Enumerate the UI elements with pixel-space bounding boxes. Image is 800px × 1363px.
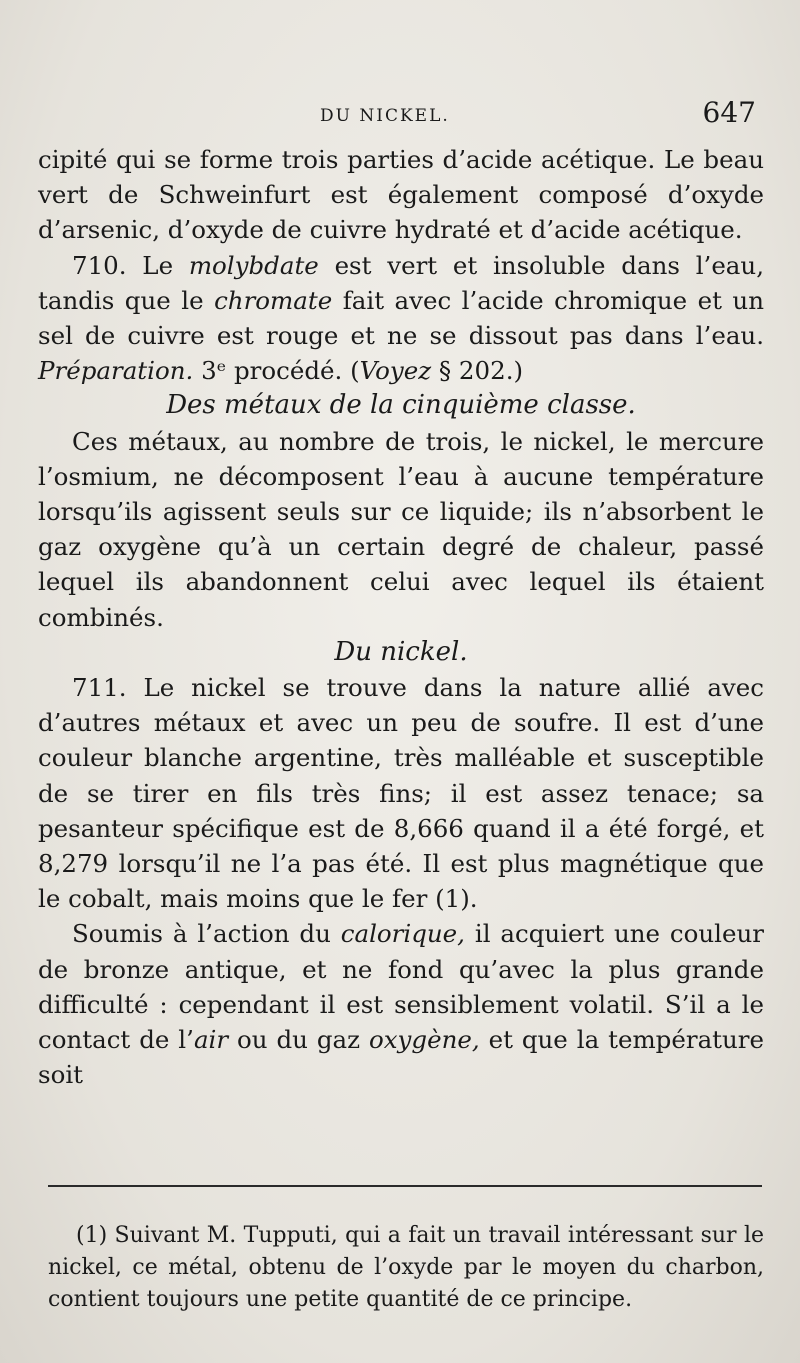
- term-air: air: [193, 1025, 229, 1055]
- p2-mid3: 3ᵉ procédé. (: [193, 356, 360, 386]
- p2-mid1: est vert et insoluble dans l’eau, tandis que le: [38, 250, 764, 315]
- p2-start: 710. Le: [72, 250, 189, 280]
- term-molybdate: molybdate: [188, 250, 319, 280]
- running-title: DU NICKEL.: [320, 106, 450, 126]
- term-oxygene: oxygène,: [368, 1025, 480, 1055]
- p2-mid2: fait avec l’acide chromique et un sel de cuivre est rouge et ne se dissout pas dans l’eau.: [38, 285, 764, 351]
- term-chromate: chromate: [214, 285, 333, 315]
- p5-mid2: ou du gaz: [228, 1025, 369, 1055]
- footnote: [48, 1220, 764, 1316]
- p5-start: Soumis à l’action du: [72, 919, 341, 949]
- term-calorique: calorique,: [340, 919, 465, 949]
- p2-end: § 202.): [431, 356, 524, 386]
- p5-mid1: il acquiert une couleur de bronze antique, et ne fond qu’avec la plus grande difficulté : cependant il est sensiblement volatil. S’il a le contact de l’: [38, 919, 765, 1055]
- body-text: [38, 142, 764, 1092]
- footnote-rule: [48, 1185, 762, 1187]
- page-number: 647: [702, 96, 756, 129]
- p5-end: et que la température soit: [38, 1025, 765, 1090]
- section-heading-fifth-class: Des métaux de la cinquième classe.: [166, 390, 636, 421]
- paragraph-calorique: [38, 916, 764, 1092]
- term-voyez: Voyez: [359, 356, 432, 386]
- paragraph-continuation: cipité qui se forme trois parties d’acide acétique. Le beau vert de Schweinfurt est également composé d’oxyde d’arsenic, d’oxyde de cuivre hydraté et d’acide acétique.: [38, 145, 764, 245]
- paragraph-711: 711. Le nickel se trouve dans la nature allié avec d’autres métaux et avec un peu de soufre. Il est d’une couleur blanche argentine, très malléable et susceptible de se tirer en fils très fins; il est assez tenace; sa pesanteur spécifique est de 8,666 quand il a été forgé, et 8,279 lorsqu’il ne l’a pas été. Il est plus magnétique que le cobalt, mais moins que le fer (1).: [38, 673, 764, 914]
- paragraph-fifth-class: Ces métaux, au nombre de trois, le nickel, le mercure l’osmium, ne décomposent l’eau à aucune température lorsqu’ils agissent seuls sur ce liquide; ils n’absorbent le gaz oxygène qu’à un certain degré de chaleur, passé lequel ils abandonnent celui avec lequel ils étaient combinés.: [38, 426, 764, 632]
- footnote-text: (1) Suivant M. Tupputi, qui a fait un travail intéressant sur le nickel, ce métal, obtenu de l’oxyde par le moyen du charbon, contient toujours une petite quantité de ce principe.: [48, 1223, 764, 1312]
- section-heading-nickel: Du nickel.: [334, 636, 468, 667]
- term-preparation: Préparation.: [38, 356, 194, 386]
- page-header: [40, 96, 770, 136]
- paragraph-710: [38, 248, 764, 389]
